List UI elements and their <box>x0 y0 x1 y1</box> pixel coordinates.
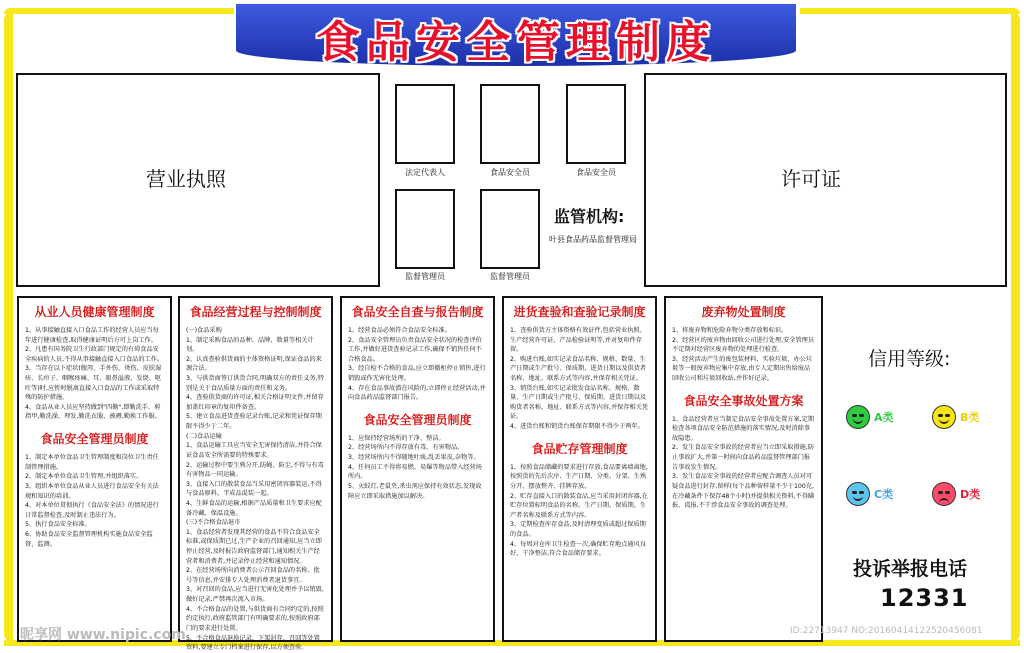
agency-name: 叶县食品药品监督管理局 <box>549 235 637 244</box>
grade-c <box>846 482 893 506</box>
complaint-hotline-number: 12331 <box>880 584 969 612</box>
grade-label: A类 <box>874 411 894 424</box>
panel-paragraph: 2、发生食品安全事故的经营者应当立即采取措施,防止事故扩大,并第一时间向食品药品监督管理部门报告事故发生情况。 <box>672 444 815 471</box>
panel-paragraph: 1、食品经营者应当制定食品安全事故处置方案,定期检查各项食品安全防范措施的落实情况,及时消除事故隐患。 <box>672 415 815 442</box>
business-license-box <box>16 73 380 287</box>
permit-label: 许可证 <box>781 167 841 191</box>
panel-paragraph: 3、销货台账,如实记录批发食品名称、规格、数量、生产日期或生产批号、保质期、进货日期以及购货者名称、地址、联系方式等内容,并保存相关凭证。 <box>510 384 649 421</box>
photo-supervisor-1 <box>395 189 455 269</box>
frame-top-left <box>4 8 234 14</box>
panel-paragraph: 3、组织本单位食品从业人员进行食品安全有关法规和知识的培训。 <box>25 482 159 500</box>
panel-subtitle: 食品贮存管理制度 <box>531 441 628 456</box>
page-title: 食品安全管理制度 <box>316 17 716 68</box>
grade-label: D类 <box>960 488 981 501</box>
panel-paragraph: 4、任何员工不得将易燃、易爆等物品带入经营场所内。 <box>348 463 482 481</box>
panel-purchase-inspection <box>502 296 657 642</box>
smiley-face-icon <box>846 405 870 429</box>
panel-paragraph: (三)不合格食品退市 <box>186 519 241 527</box>
photo-caption-supervisor-1: 监督管理员 <box>405 272 445 281</box>
panel-paragraph: 5、建立食品进货查验记录台账,记录和凭证保存期限不得少于二年。 <box>186 413 322 431</box>
agency-title: 监管机构: <box>554 207 625 226</box>
permit-box <box>644 73 1007 287</box>
panel-paragraph: 3、对召回的食品,应当进行无害化处理并予以销毁,做好记录,严禁再次流入市场。 <box>186 586 324 604</box>
panel-paragraph: 4、存在食品事故潜在风险的,立即停止经营活动,并向食品药品监督部门报告。 <box>348 384 486 402</box>
panel-paragraph: 4、每周对仓库卫生检查一次,确保贮存地点通风良好、干净整洁,符合食品储存要求。 <box>510 540 646 558</box>
panel-paragraph: 2、经营区的废弃物由回收公司进行处理,安全管理员不定期对经营区废弃物的处理进行检查。 <box>672 336 815 354</box>
panel-subtitle: 食品安全管理员制度 <box>363 412 472 427</box>
panel-paragraph: 3、经营场所内不得随地吐痰,乱丢果皮,杂物等。 <box>348 454 480 462</box>
credit-grade-title: 信用等级: <box>868 348 951 370</box>
watermark-right: ID:22713947 NO:20160414122520456081 <box>790 626 983 636</box>
panel-title: 进货查验和查验记录制度 <box>513 305 646 319</box>
grade-label: B类 <box>960 411 980 424</box>
business-license-label: 营业执照 <box>146 167 226 191</box>
panel-paragraph: 4、查验供货商的许可证,相关合格证明文件,并留存加盖红印章的复印件备查。 <box>186 394 324 411</box>
grade-b <box>932 405 979 429</box>
panel-paragraph: 2、运输过程中要生熟分开,防蝇、防尘,不得与有毒有害物品一同运输。 <box>186 461 324 479</box>
panel-paragraph: 4、生鲜食品的运输,根据产品质量和卫生要求应配备冷藏、保温设施。 <box>186 499 322 517</box>
panel-paragraph: 6、协助食品安全监督管理机构实施食品安全监督、监测。 <box>25 530 153 548</box>
panel-paragraph: 2、认真查验供货商的主体资格证明,保证食品的来源合法。 <box>186 355 322 373</box>
photo-safety-officer-2 <box>566 84 626 164</box>
panel-subtitle: 食品安全管理员制度 <box>40 432 149 447</box>
panel-paragraph: 2、购进台账,如实记录食品名称、规格、数量、生产日期或生产批号、保质期、进货日期以及供货者名称、地址、联系方式等内容,并保存相关凭证。 <box>510 355 647 383</box>
photo-legal-rep <box>395 84 455 164</box>
panel-subtitle: 食品安全事故处置方案 <box>683 393 804 408</box>
panel-paragraph: 4、对本单位贯彻执行《食品安全法》的情况进行日常监督检查,及时制止违法行为。 <box>25 502 159 519</box>
title-banner <box>236 4 796 66</box>
panel-paragraph: 3、与供货商签订供货合同,明确双方的责任义务,特别是关于食品质量方面的责任和义务。 <box>186 375 324 392</box>
grade-d <box>932 482 980 506</box>
panel-title: 废弃物处置制度 <box>701 305 786 319</box>
panel-staff-health <box>17 296 172 642</box>
panel-paragraph: 1、食品运输工具应当安全无害保持清洁,并符合保证食品安全所需要的特殊要求。 <box>186 442 322 459</box>
panel-paragraph: 3、定期检查库存食品,及时清理变质或超过保质期的食品。 <box>510 521 646 538</box>
panel-paragraph: 3、直接入口的散装食品当采用密闭容器装运,不得与食品原料、半成品混装一起。 <box>186 480 322 498</box>
panel-paragraph: 1、制定本单位食品卫生管理制度和岗位卫生责任制管理措施。 <box>25 454 159 471</box>
smiley-face-icon <box>932 405 956 429</box>
frame-top-right <box>800 8 1020 14</box>
panel-paragraph: 2、在经营场所向消费者公示召回食品的名称、批号等信息,并安排专人处理消费者退货事宜。 <box>186 567 320 584</box>
photo-safety-officer-1 <box>480 84 540 164</box>
panel-paragraph: 5、执行食品安全标准。 <box>25 521 91 529</box>
complaint-hotline-title: 投诉举报电话 <box>853 558 968 580</box>
panel-paragraph: 3、当存在以下症状(腹泻、手外伤、烫伤、皮肤湿疹、长疖子、咽喉疼痛、耳、眼鼻溢液、发烧、呕吐等)时,应暂时脱离直接入口食品的工作或采取特殊的防护措施。 <box>25 365 162 402</box>
panel-paragraph: 1、经营食品必须符合食品安全标准。 <box>348 327 451 334</box>
grade-a <box>846 405 894 429</box>
panel-paragraph: 1、食品经营者发现其经营的食品不符合食品安全标准,或保质期已过,生产企业的召回通知,应当立即停止经营,及时报告政府监督部门,通知相关生产经营者和消费者,并记录停止经营和通知情况。 <box>186 528 322 565</box>
smiley-face-icon <box>846 482 870 506</box>
panel-paragraph: 1、按照食品储藏的要求进行存放,食品要离墙离地,按照货的先后次序、生产日期、分类、分架、生熟分开、摆放整齐、挂牌存放。 <box>510 463 648 490</box>
panel-paragraph: 3、经营活动产生的废包装材料、实验垃圾、办公垃圾等一般废弃物应集中存放,由专人定期出售给废品回收公司和垃圾回收站,并作好记录。 <box>672 355 813 383</box>
photo-supervisor-2 <box>480 189 540 269</box>
panel-paragraph: 5、不合格食品退换记录、下架封存、召回等处置资料,要建立专门档案进行保存,以方便查验。 <box>186 634 320 652</box>
panel-paragraph: 2、凡患有国务院卫生行政部门规定的有碍食品安全疾病的人员,不得从事接触直接入口食品的工作。 <box>25 346 164 363</box>
panel-paragraph: 2、食品安全管理员负责食品安全状况的检查评价工作,并做好进货查验记录工作,确保不销售任何不合格食品。 <box>348 336 482 363</box>
panel-paragraph: 2、经营场所内不得存放有毒、有害物品。 <box>348 444 464 452</box>
panel-paragraph: 4、不合格食品的处置,与供货商有合同约定的,按照约定执行,政府监管部门有明确要求的,按照政府部门的要求进行处置。 <box>186 605 324 632</box>
sad-face-icon <box>932 482 956 506</box>
panel-paragraph: 5、灭蚊灯,老鼠夹,杀虫剂应保持有效状态,发现故障应立即采取措施加以解决。 <box>348 482 482 500</box>
panel-paragraph: 4、食品从业人员应坚持做到"四勤",即勤洗手、剪指甲,勤洗澡、理发,勤洗衣服、被褥,勤换工作服。 <box>25 403 161 421</box>
panel-paragraph: (一)食品采购 <box>186 327 222 334</box>
frame-right <box>1011 12 1020 642</box>
panel-title: 从业人员健康管理制度 <box>34 305 155 319</box>
panel-paragraph: 3、发生食品安全事故的经营者应配合调查人员对可疑食品进行封存,留样(每个品种留样量不少于100克,在冷藏条件下保存48个小时)并提供相关资料,不得瞒报、谎报,不干涉食品安全事故的调查处理。 <box>672 473 815 510</box>
panel-paragraph: 3、经自检不合格的食品,应立即撤柜停止销售,进行销毁或作无害化处理。 <box>348 365 486 383</box>
panel-paragraph: 1、从事接触直接入口食品工作的经营人员应当每年进行健康检查,取得健康证明后方可上岗工作。 <box>25 327 159 344</box>
panel-paragraph: 1、将废弃物和危险弃物分类存放和标识。 <box>672 327 788 334</box>
panel-paragraph: 1、应保持经营场所的干净、整洁。 <box>348 434 445 442</box>
panel-paragraph: 1、查验供货方主体资格有效证件,包括营业执照、生产经营许可证、产品检验证明等,并对复印件存留。 <box>510 327 646 354</box>
panel-paragraph: 1、制定采购食品的品种、品牌、数量等相关计划。 <box>186 336 314 354</box>
panel-paragraph: 2、贮存直接入口的散装食品,应当采用封闭容器,在贮存位置标明食品的名称、生产日期、保质期、生产者名称及联系方式等内容。 <box>510 492 648 519</box>
panel-waste-disposal <box>664 296 823 642</box>
panel-paragraph: 4、进货台账和销货台账保存期限不得少于两年。 <box>510 423 644 431</box>
panel-title: 食品安全自查与报告制度 <box>351 305 484 319</box>
grade-label: C类 <box>874 488 894 501</box>
panel-paragraph: (二)食品运输 <box>186 432 222 440</box>
panel-title: 食品经营过程与控制制度 <box>189 305 322 319</box>
frame-left <box>4 12 13 642</box>
photo-caption-safety-officer-2: 食品安全员 <box>576 168 616 177</box>
photo-caption-supervisor-2: 监督管理员 <box>490 272 530 281</box>
panel-operation-control <box>178 296 333 652</box>
photo-caption-legal-rep: 法定代表人 <box>405 168 445 177</box>
panel-self-inspection <box>340 296 495 642</box>
panel-paragraph: 2、制定本单位食品卫生管理,并组织落实。 <box>25 473 143 481</box>
watermark-left: 昵享网 www.nipic.com <box>20 627 186 643</box>
photo-caption-safety-officer-1: 食品安全员 <box>490 168 530 177</box>
